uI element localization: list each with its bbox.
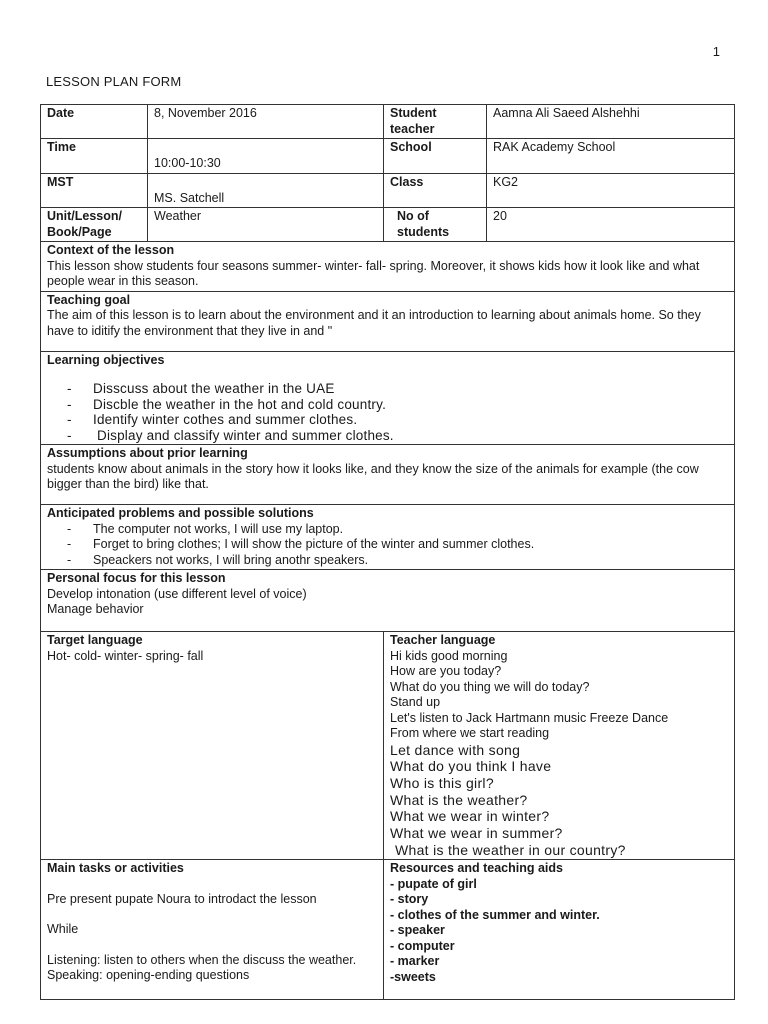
language-row (41, 632, 735, 860)
form-title: LESSON PLAN FORM (46, 74, 182, 89)
context-text: This lesson show students four seasons summer- winter- fall- spring. Moreover, it shows kids how it look like and what people wear in this season. (47, 258, 700, 288)
target-language-heading: Target language (47, 633, 143, 647)
resources-heading: Resources and teaching aids (390, 861, 563, 876)
teacher-language-line: How are you today? (390, 664, 502, 678)
personal-focus-row (41, 570, 735, 632)
class-value: KG2 (487, 173, 735, 208)
page-number: 1 (712, 44, 720, 59)
personal-focus-cell (41, 570, 735, 632)
problem-item: - The computer not works, I will use my laptop. (79, 522, 728, 538)
teacher-language-line: Let dance with song (390, 741, 521, 758)
resource-item: - pupate of girl (390, 876, 477, 891)
teacher-language-line: What do you thing we will do today? (390, 679, 590, 694)
mst-value: MS. Satchell (148, 173, 384, 208)
problems-list (47, 522, 728, 569)
students-label: No of students (384, 208, 487, 242)
objectives-list (47, 381, 728, 443)
resource-item: - marker (390, 954, 440, 969)
main-tasks-heading: Main tasks or activities (47, 861, 184, 876)
teacher-language-line: Hi kids good morning (390, 648, 508, 663)
unit-value: Weather (148, 208, 384, 242)
date-value: 8, November 2016 (148, 105, 384, 139)
personal-focus-line: Manage behavior (47, 602, 144, 616)
teaching-goal-cell (41, 291, 735, 351)
objectives-row (41, 351, 735, 445)
personal-focus-heading: Personal focus for this lesson (47, 571, 226, 585)
teacher-language-line: What is the weather? (390, 791, 528, 808)
problem-item: - Forget to bring clothes; I will show the picture of the winter and summer clothes. (79, 537, 728, 553)
mst-label: MST (41, 173, 148, 208)
problems-heading: Anticipated problems and possible solutions (47, 506, 314, 520)
resource-item: -sweets (390, 969, 436, 984)
teacher-language-line: Let's listen to Jack Hartmann music Freeze Dance (390, 710, 669, 725)
unit-label: Unit/Lesson/ Book/Page (41, 208, 148, 242)
teaching-goal-heading: Teaching goal (47, 292, 131, 307)
header-row-unit (41, 208, 735, 242)
teaching-goal-text: The aim of this lesson is to learn about the environment and it an introduction to learning about animals home. So they have to iditify the environment that they live in and " (47, 308, 701, 338)
objectives-cell (41, 351, 735, 445)
assumptions-text: students know about animals in the story how it looks like, and they know the size of the animals for example (the cow bigger than the bird) like that. (47, 461, 699, 491)
tasks-row (41, 860, 735, 1000)
objective-item: - Display and classify winter and summer clothes. (79, 428, 728, 444)
context-heading: Context of the lesson (47, 243, 175, 257)
class-label: Class (384, 173, 487, 208)
main-tasks-line: Speaking: opening-ending questions (47, 968, 250, 983)
problem-item: - Speackers not works, I will bring anothr speakers. (79, 553, 728, 569)
teacher-language-heading: Teacher language (390, 633, 496, 647)
teaching-goal-row (41, 291, 735, 351)
teacher-language-line: What do you think I have (390, 758, 552, 775)
objective-item: - Identify winter cothes and summer clothes. (79, 412, 728, 428)
main-tasks-line: While (47, 922, 79, 937)
header-row-date (41, 105, 735, 139)
time-value: 10:00-10:30 (148, 139, 384, 174)
resources-cell (384, 860, 735, 1000)
teacher-language-line: Who is this girl? (390, 774, 494, 791)
objective-item: - Discble the weather in the hot and cold country. (79, 397, 728, 413)
context-row (41, 242, 735, 292)
teacher-language-line: What we wear in winter? (390, 808, 550, 825)
context-cell (41, 242, 735, 292)
resource-item: - computer (390, 938, 455, 953)
assumptions-cell (41, 445, 735, 505)
assumptions-heading: Assumptions about prior learning (47, 446, 248, 460)
teacher-language-cell (384, 632, 735, 860)
main-tasks-cell (41, 860, 384, 1000)
problems-row (41, 505, 735, 570)
time-label: Time (41, 139, 148, 174)
resource-item: - story (390, 892, 429, 907)
main-tasks-line: Listening: listen to others when the discuss the weather. (47, 952, 357, 967)
problems-cell (41, 505, 735, 570)
school-label: School (384, 139, 487, 174)
target-language-text: Hot- cold- winter- spring- fall (47, 648, 204, 663)
resource-item: - speaker (390, 923, 445, 938)
personal-focus-line: Develop intonation (use different level of voice) (47, 586, 307, 601)
teacher-language-line: Stand up (390, 695, 441, 709)
date-label: Date (41, 105, 148, 139)
student-teacher-label: Student teacher (384, 105, 487, 139)
student-teacher-value: Aamna Ali Saeed Alshehhi (487, 105, 735, 139)
resource-item: - clothes of the summer and winter. (390, 907, 600, 922)
header-row-time (41, 139, 735, 174)
objective-item: - Disscuss about the weather in the UAE (79, 381, 728, 397)
main-tasks-line: Pre present pupate Noura to introdact the lesson (47, 891, 317, 906)
school-value: RAK Academy School (487, 139, 735, 174)
lesson-plan-table (40, 104, 735, 1000)
teacher-language-line: What we wear in summer? (390, 825, 563, 842)
assumptions-row (41, 445, 735, 505)
teacher-language-line: From where we start reading (390, 726, 550, 740)
teacher-language-line: What is the weather in our country? (395, 841, 626, 858)
students-value: 20 (487, 208, 735, 242)
objectives-heading: Learning objectives (47, 352, 165, 367)
target-language-cell (41, 632, 384, 860)
header-row-mst (41, 173, 735, 208)
